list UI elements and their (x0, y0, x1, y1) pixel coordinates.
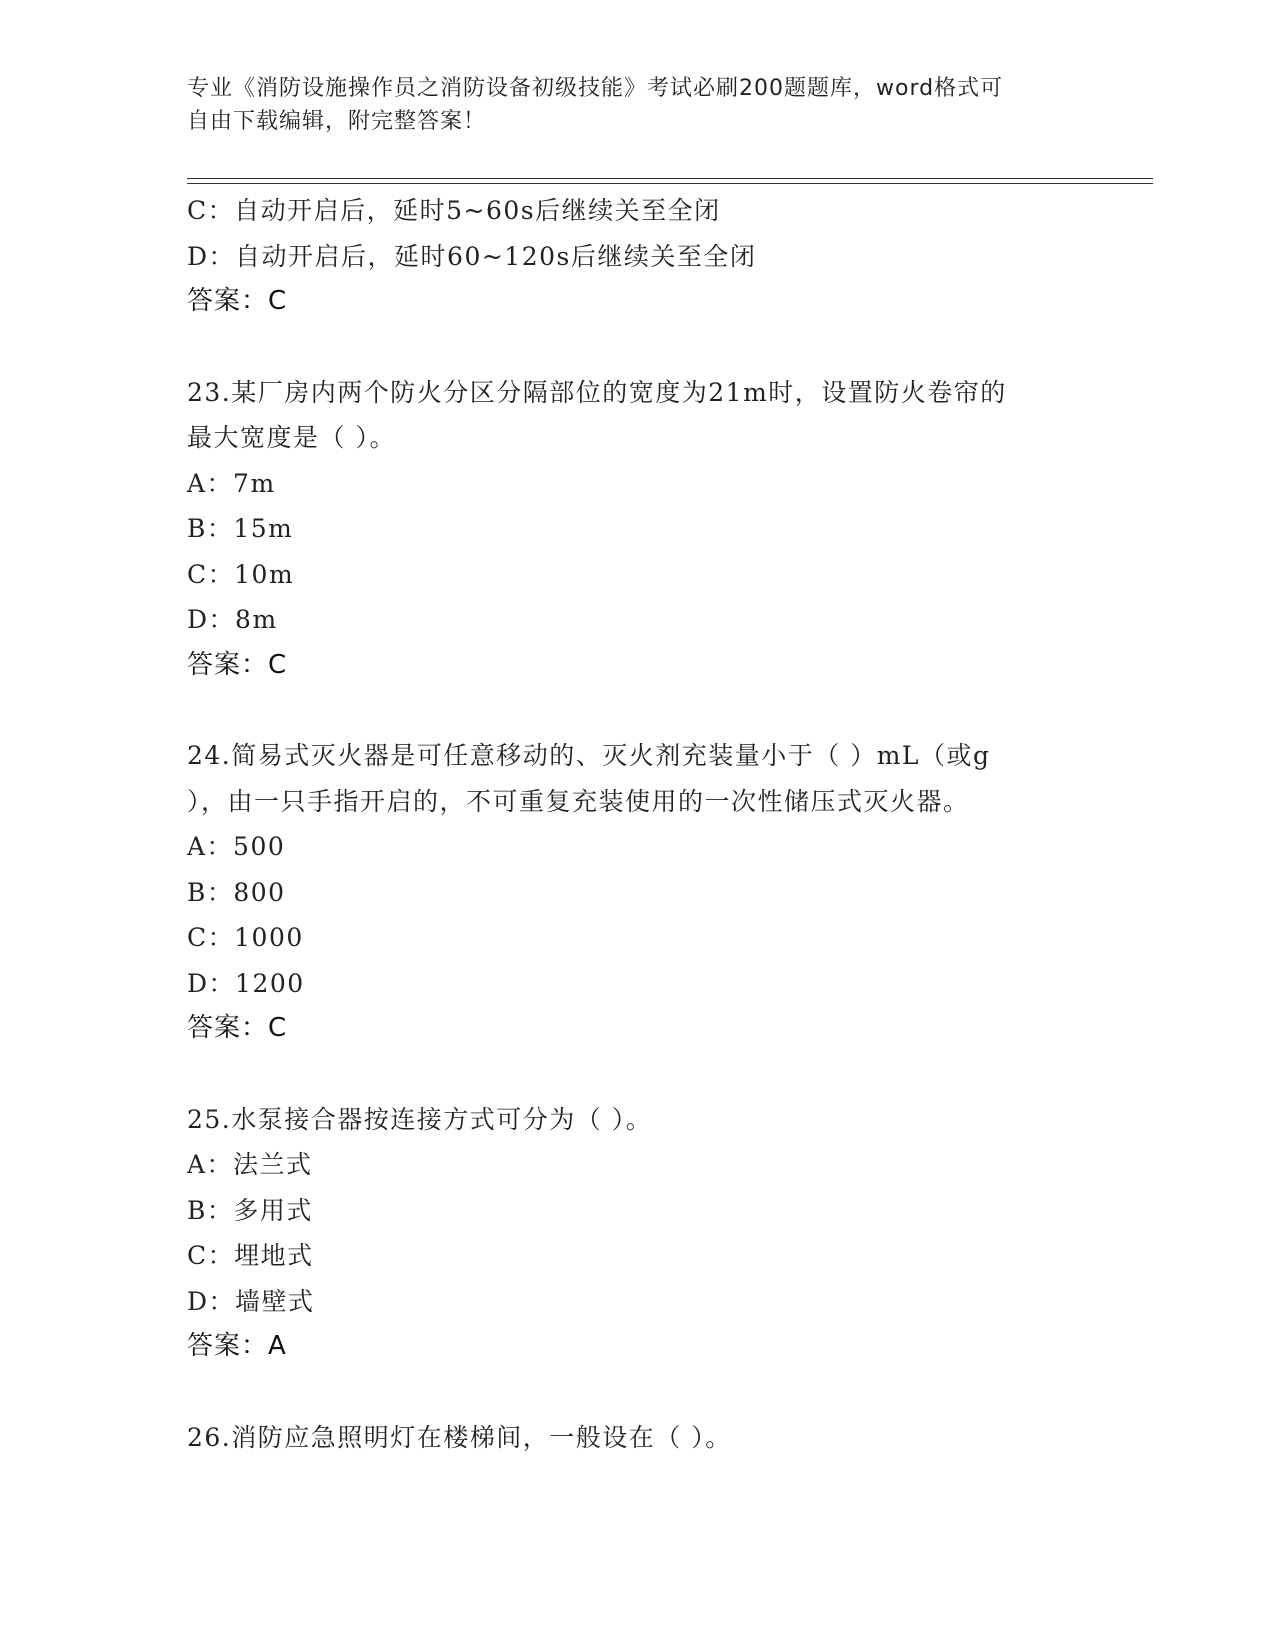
question-text: 26.消防应急照明灯在楼梯间，一般设在（ ）。 (187, 1422, 732, 1452)
option-a: A：7m (187, 468, 276, 498)
question-block (187, 1097, 1147, 1370)
question-block (187, 733, 1147, 1052)
option-d: D：8m (187, 605, 278, 634)
option-c: C：自动开启后，延时5~60s后继续关至全闭 (187, 196, 721, 225)
option-b: B：15m (187, 514, 294, 543)
option-b: B：800 (187, 877, 286, 907)
question-text: 24.简易式灭火器是可任意移动的、灭火剂充装量小于（ ）mL（或g (187, 741, 991, 770)
option-d: D：墙壁式 (187, 1286, 315, 1316)
header-divider-bottom (187, 183, 1153, 184)
answer: 答案：C (187, 286, 288, 316)
document-header (187, 72, 1087, 138)
option-c: C：埋地式 (187, 1241, 314, 1270)
option-b: B：多用式 (187, 1195, 313, 1225)
option-a: A：法兰式 (187, 1150, 313, 1179)
header-divider-top (187, 178, 1153, 179)
option-a: A：500 (187, 832, 286, 861)
question-text: 23.某厂房内两个防火分区分隔部位的宽度为21m时，设置防火卷帘的 (187, 377, 1007, 407)
block-gap (187, 1370, 1147, 1415)
header-line-1: 专业《消防设施操作员之消防设备初级技能》考试必刷200题题库，word格式可 (187, 76, 1004, 101)
block-gap (187, 1052, 1147, 1097)
question-block (187, 370, 1147, 689)
question-text: 最大宽度是（ ）。 (187, 423, 396, 452)
question-text: 25.水泵接合器按连接方式可分为（ ）。 (187, 1104, 653, 1134)
answer: 答案：A (187, 1331, 287, 1361)
option-d: D：自动开启后，延时60~120s后继续关至全闭 (187, 241, 757, 271)
answer: 答案：C (187, 1013, 288, 1043)
question-text: ），由一只手指开启的，不可重复充装使用的一次性储压式灭火器。 (187, 786, 970, 816)
block-gap (187, 325, 1147, 370)
option-c: C：10m (187, 559, 295, 589)
question-content (187, 188, 1147, 1460)
header-line-2: 自由下载编辑，附完整答案！ (187, 109, 487, 134)
option-d: D：1200 (187, 968, 305, 998)
answer: 答案：C (187, 649, 288, 680)
question-block (187, 188, 1147, 325)
option-c: C：1000 (187, 923, 304, 952)
block-gap (187, 688, 1147, 733)
question-block (187, 1415, 1147, 1461)
